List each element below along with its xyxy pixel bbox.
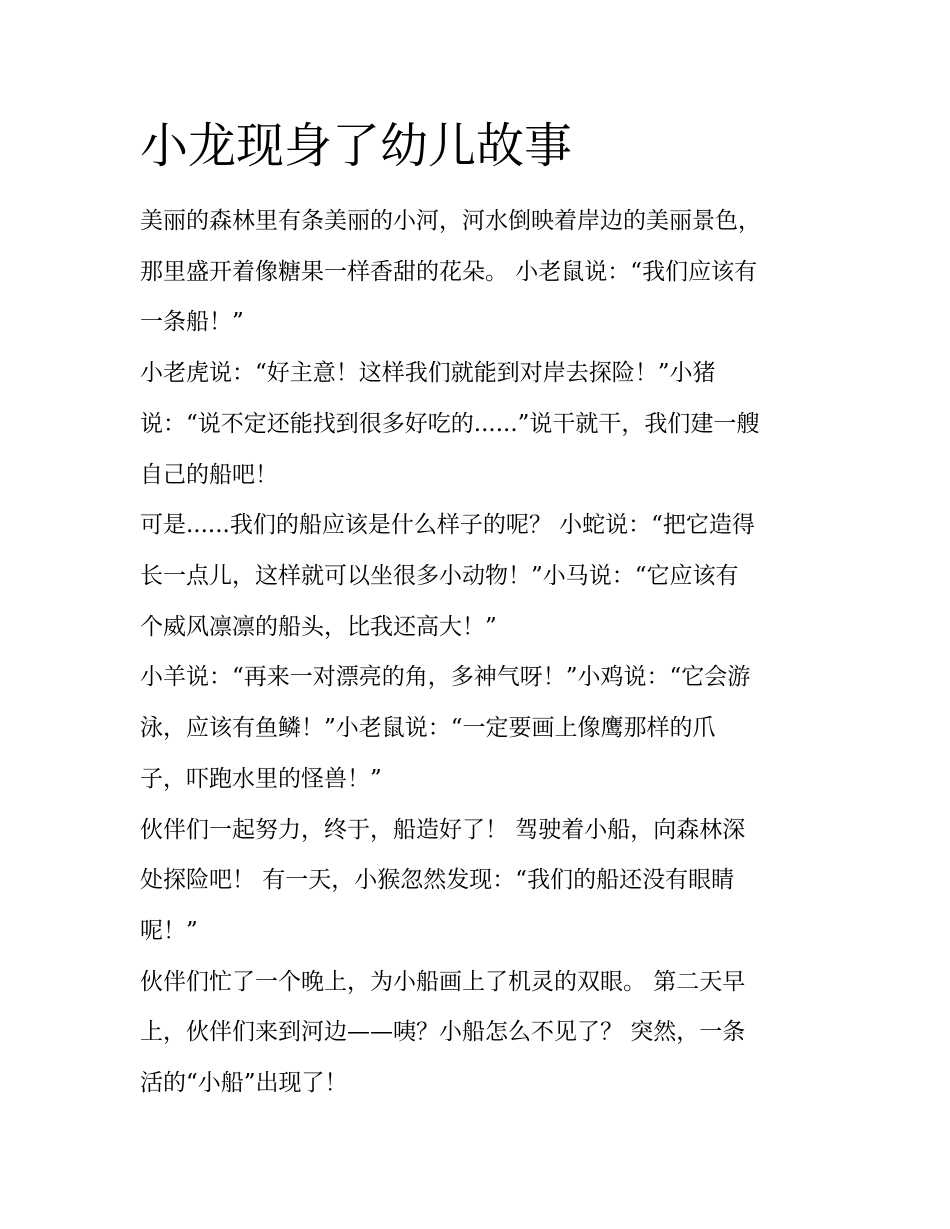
text-line: 泳，应该有鱼鳞！”小老鼠说：“一定要画上像鹰那样的爪 — [140, 715, 716, 741]
text-line: 个威风凛凛的船头，比我还高大！” — [140, 614, 497, 640]
text-line: 活的“小船”出现了！ — [140, 1070, 348, 1096]
text-line: 子，吓跑水里的怪兽！” — [140, 766, 382, 792]
text-line: 小羊说：“再来一对漂亮的角，多神气呀！”小鸡说：“它会游 — [140, 664, 751, 690]
text-line: 美丽的森林里有条美丽的小河，河水倒映着岸边的美丽景色， — [140, 208, 761, 234]
text-line: 长一点儿，这样就可以坐很多小动物！”小马说：“它应该有 — [140, 563, 739, 589]
text-line: 那里盛开着像糖果一样香甜的花朵。 小老鼠说：“我们应该有 — [140, 259, 758, 285]
text-line: 小老虎说：“好主意！这样我们就能到对岸去探险！”小猪 — [140, 360, 716, 386]
text-line: 处探险吧！ 有一天，小猴忽然发现：“我们的船还没有眼睛 — [140, 867, 735, 893]
text-line: 可是......我们的船应该是什么样子的呢？ 小蛇说：“把它造得 — [140, 512, 755, 538]
text-line: 说：“说不定还能找到很多好吃的......”说干就干，我们建一艘 — [140, 411, 760, 437]
text-line: 自己的船吧！ — [140, 462, 278, 488]
text-line: 上，伙伴们来到河边——咦？小船怎么不见了？ 突然，一条 — [140, 1019, 746, 1045]
text-line: 伙伴们一起努力，终于，船造好了！ 驾驶着小船，向森林深 — [140, 817, 746, 843]
text-line: 一条船！” — [140, 309, 244, 335]
text-line: 呢！” — [140, 918, 198, 944]
page-title: 小龙现身了幼儿故事 — [140, 118, 573, 174]
text-line: 伙伴们忙了一个晚上，为小船画上了机灵的双眼。 第二天早 — [140, 969, 746, 995]
